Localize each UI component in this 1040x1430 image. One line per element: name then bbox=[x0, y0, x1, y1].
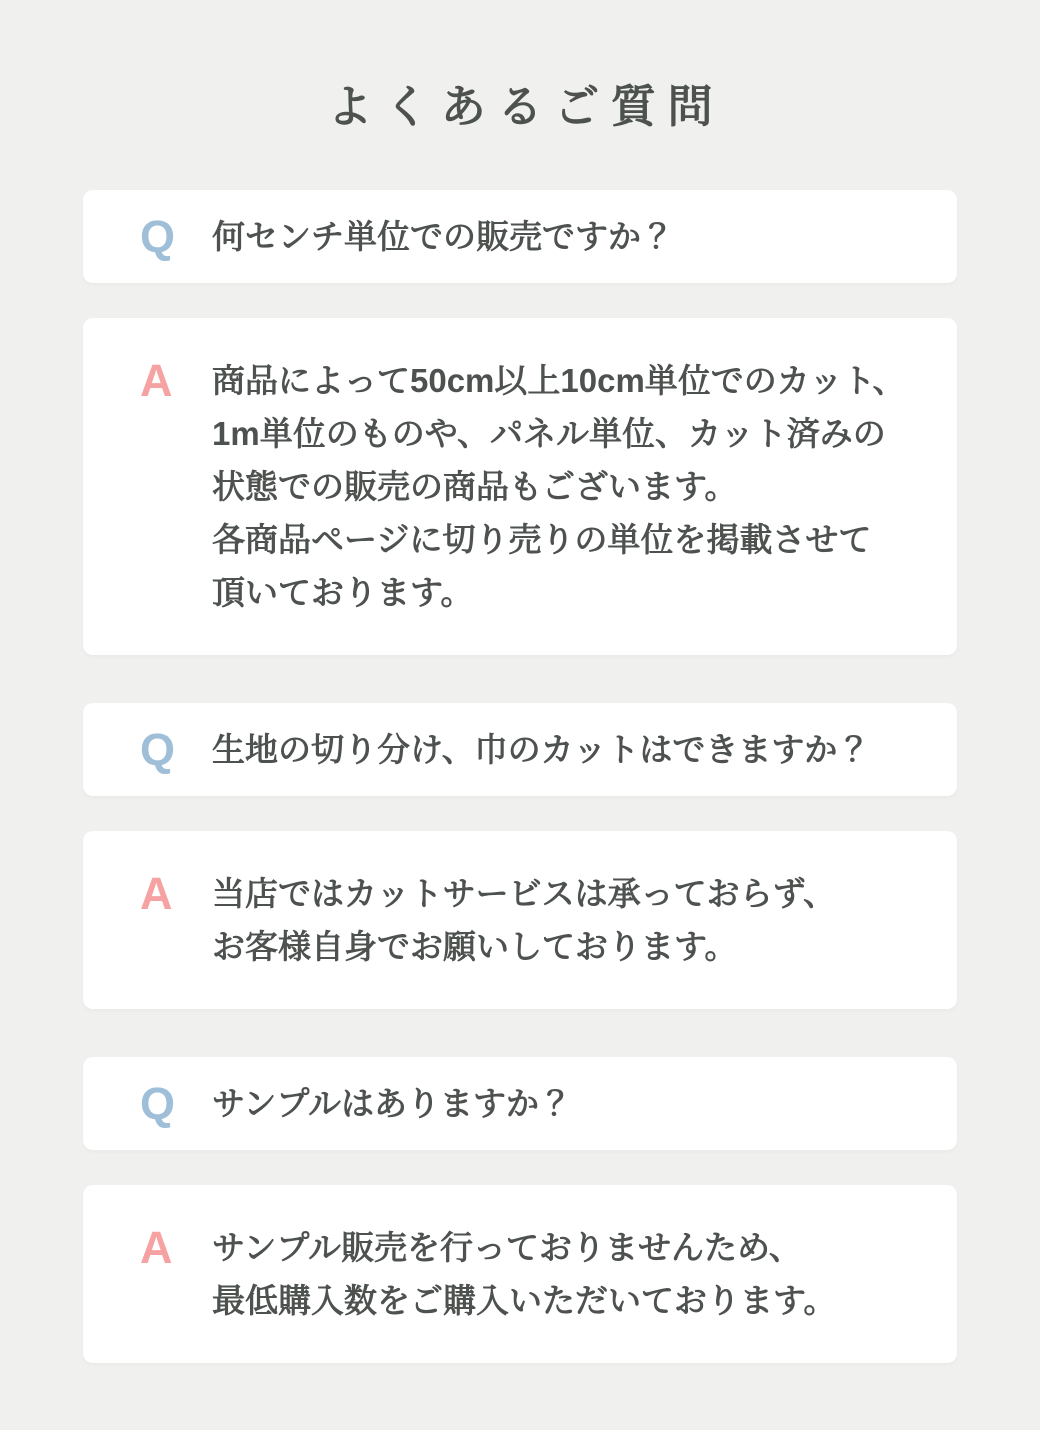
answer-card-3 bbox=[83, 1185, 957, 1363]
answer-card-2 bbox=[83, 831, 957, 1009]
answer-line: 頂いております。 bbox=[212, 574, 474, 612]
answer-text-1 bbox=[212, 354, 906, 619]
question-text-3: サンプルはありますか？ bbox=[212, 1085, 573, 1123]
answer-line: 状態での販売の商品もございます。 bbox=[212, 468, 738, 506]
answer-line: サンプル販売を行っておりませんため、 bbox=[212, 1229, 802, 1267]
answer-line: 商品によって50cm以上10cm単位でのカット、 bbox=[212, 362, 906, 400]
a-badge: A bbox=[140, 1222, 173, 1274]
question-card-1 bbox=[83, 190, 957, 283]
answer-card-1 bbox=[83, 318, 957, 655]
answer-line: 最低購入数をご購入いただいております。 bbox=[212, 1282, 837, 1320]
question-card-2 bbox=[83, 703, 957, 796]
q-badge: Q bbox=[140, 1078, 176, 1130]
answer-line: 1m単位のものや、パネル単位、カット済みの bbox=[212, 415, 886, 453]
faq-list bbox=[83, 190, 957, 1363]
answer-line: 当店ではカットサービスは承っておらず、 bbox=[212, 875, 837, 913]
page-title: よくあるご質問 bbox=[327, 81, 725, 133]
q-badge: Q bbox=[140, 211, 176, 263]
answer-line: 各商品ページに切り売りの単位を掲載させて bbox=[212, 521, 872, 559]
question-text-1: 何センチ単位での販売ですか？ bbox=[212, 218, 674, 256]
answer-text-2 bbox=[212, 867, 836, 973]
a-badge: A bbox=[140, 355, 173, 407]
answer-line: お客様自身でお願いしております。 bbox=[212, 928, 738, 966]
a-badge: A bbox=[140, 868, 173, 920]
question-card-3 bbox=[83, 1057, 957, 1150]
q-badge: Q bbox=[140, 724, 176, 776]
answer-text-3 bbox=[212, 1221, 836, 1327]
question-text-2: 生地の切り分け、巾のカットはできますか？ bbox=[212, 731, 871, 769]
